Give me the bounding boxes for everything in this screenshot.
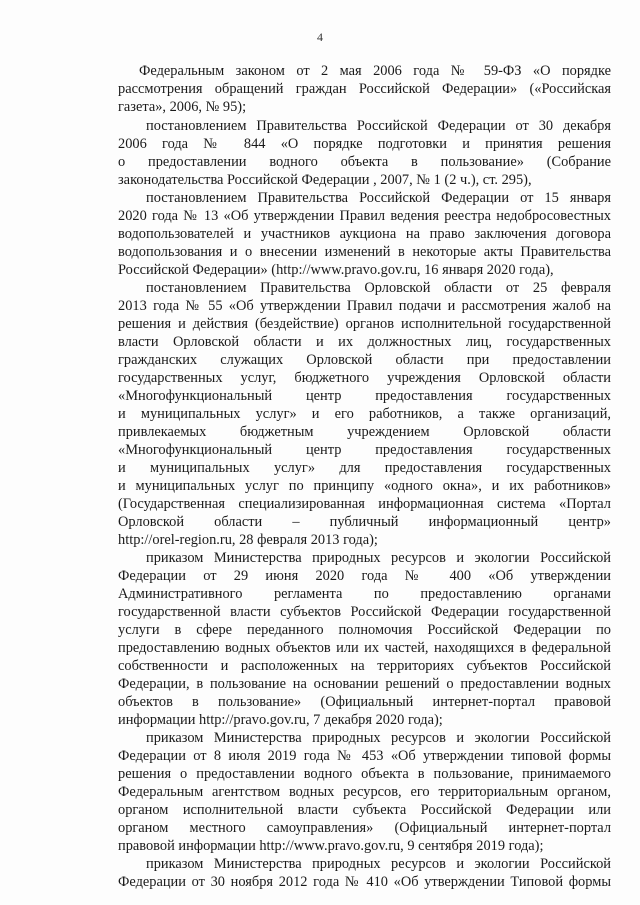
text-line: приказом Министерства природных ресурсов и экологии Российской: [146, 550, 611, 566]
text-line: государственных услуг, бюджетного учреждения Орловской области: [118, 370, 611, 386]
text-line: (Государственная специализированная информационная система «Портал: [118, 496, 611, 512]
text-line: и муниципальных услуг» и его работников, а также организаций,: [118, 406, 611, 422]
text-line: органом исполнительной власти субъекта Российской Федерации или: [118, 802, 611, 818]
text-line: водопользователей и участников аукциона на право заключения договора: [118, 226, 611, 242]
text-line: Российской Федерации» (http://www.pravo.gov.ru, 16 января 2020 года),: [118, 262, 554, 278]
text-line: «Многофункциональный центр предоставления государственных: [118, 388, 611, 404]
text-line: постановлением Правительства Российской Федерации от 30 декабря: [146, 118, 611, 134]
text-line: правовой информации http://www.pravo.gov.ru, 9 сентября 2019 года);: [118, 838, 544, 854]
text-line: предоставлению водных объектов или их частей, находящихся в федеральной: [118, 640, 611, 656]
text-line: органом местного самоуправления» (Официальный интернет-портал: [118, 820, 611, 836]
text-line: государственной власти субъектов Российской Федерации государственной: [118, 604, 611, 620]
text-line: http://orel-region.ru, 28 февраля 2013 года);: [118, 532, 378, 548]
text-line: и муниципальных услуг по принципу «одного окна», и их работников»: [118, 478, 611, 494]
page-number: 4: [317, 30, 323, 44]
text-line: Федерации от 30 ноября 2012 года № 410 «Об утверждении Типовой формы: [118, 874, 611, 890]
text-line: законодательства Российской Федерации , 2007, № 1 (2 ч.), ст. 295),: [118, 172, 532, 188]
text-line: решения о предоставлении водного объекта в пользование, принимаемого: [118, 766, 611, 782]
text-line: рассмотрения обращений граждан Российской Федерации» («Российская: [118, 81, 611, 97]
text-line: 2013 года № 55 «Об утверждении Правил подачи и рассмотрения жалоб на: [118, 298, 611, 314]
text-line: власти Орловской области и их должностных лиц, государственных: [118, 334, 611, 350]
text-line: собственности и расположенных на территориях субъектов Российской: [118, 658, 611, 674]
text-line: Федерации от 29 июня 2020 года № 400 «Об утверждении: [118, 568, 611, 584]
text-line: приказом Министерства природных ресурсов и экологии Российской: [146, 730, 611, 746]
text-line: привлекаемых бюджетным учреждением Орловской области: [118, 424, 611, 440]
text-line: о предоставлении водного объекта в пользование» (Собрание: [118, 154, 611, 170]
text-line: водопользования и о внесении изменений в некоторые акты Правительства: [118, 244, 611, 260]
text-line: Федерации от 8 июля 2019 года № 453 «Об утверждении типовой формы: [118, 748, 611, 764]
text-line: объектов в пользование» (Официальный интернет-портал правовой: [118, 694, 611, 710]
text-line: Административного регламента по предоставлению органами: [118, 586, 611, 602]
text-line: Федерации, в пользование на основании решений о предоставлении водных: [118, 676, 611, 692]
text-line: 2020 года № 13 «Об утверждении Правил ведения реестра недобросовестных: [118, 208, 611, 224]
text-line: решения и действия (бездействие) органов исполнительной государственной: [118, 316, 611, 332]
text-line: постановлением Правительства Российской Федерации от 15 января: [146, 190, 611, 206]
text-line: Федеральным агентством водных ресурсов, его территориальным органом,: [118, 784, 611, 800]
text-line: информации http://pravo.gov.ru, 7 декабря 2020 года);: [118, 712, 443, 728]
text-line: постановлением Правительства Орловской области от 25 февраля: [146, 280, 611, 296]
text-line: гражданских служащих Орловской области при предоставлении: [118, 352, 611, 368]
text-line: приказом Министерства природных ресурсов и экологии Российской: [146, 856, 611, 872]
text-line: «Многофункциональный центр предоставления государственных: [118, 442, 611, 458]
text-line: Орловской области – публичный информационный центр»: [118, 514, 611, 530]
text-line: и муниципальных услуг» для предоставления государственных: [118, 460, 611, 476]
text-line: газета», 2006, № 95);: [118, 99, 247, 115]
text-line: услуги в сфере переданного полномочия Российской Федерации по: [118, 622, 611, 638]
text-line: 2006 года № 844 «О порядке подготовки и принятия решения: [118, 136, 611, 152]
text-line: Федеральным законом от 2 мая 2006 года № 59-ФЗ «О порядке: [139, 63, 611, 79]
